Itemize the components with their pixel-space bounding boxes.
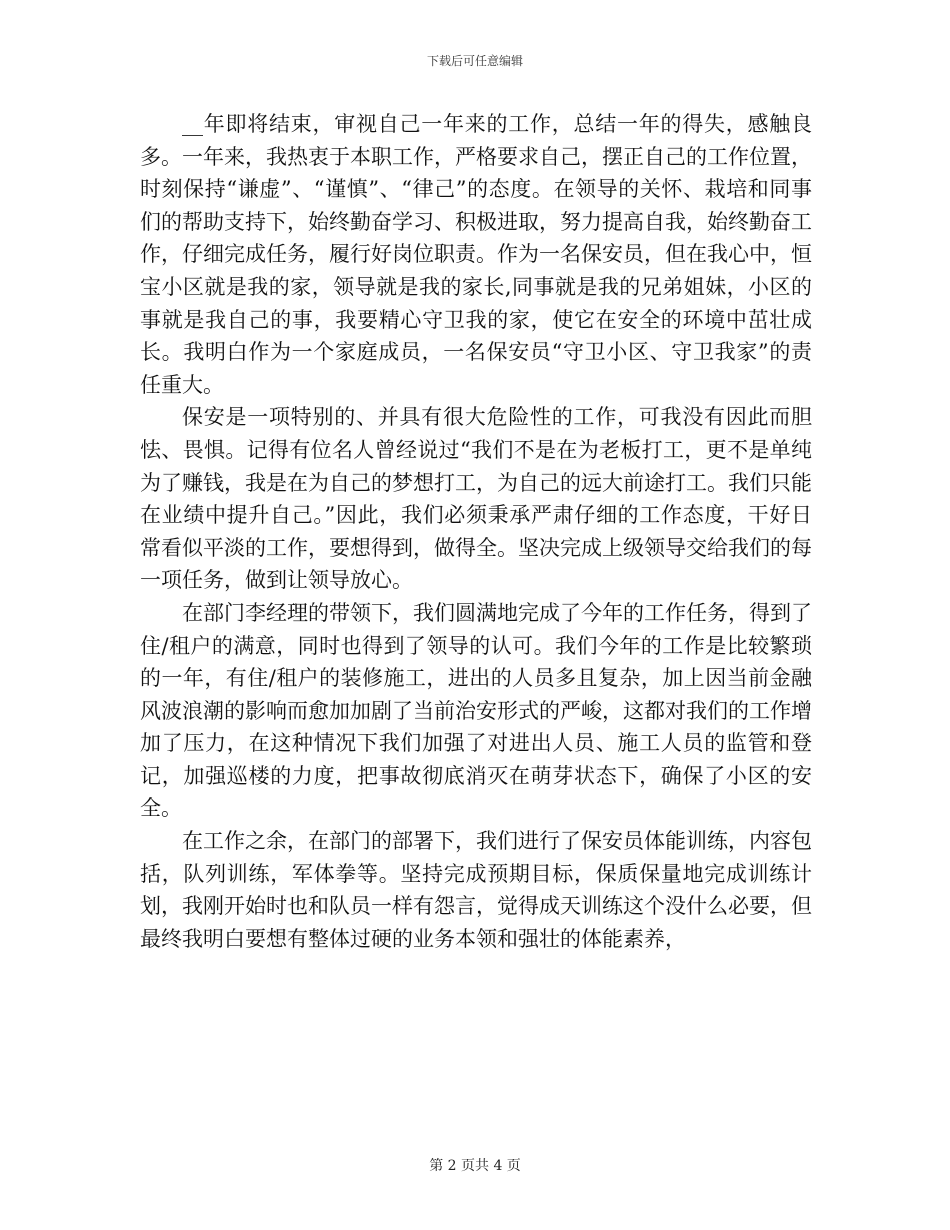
page-header: 下载后可任意编辑: [426, 54, 523, 68]
document-body: [140, 108, 812, 955]
paragraph-4: 在工作之余，在部门的部署下，我们进行了保安员体能训练，内容包括，队列训练，军体拳等。坚持完成预期目标，保质保量地完成训练计划，我刚开始时也和队员一样有怨言，觉得成天训练这个没什么必要，但最终我明白要想有整体过硬的业务本领和强壮的体能素养，: [140, 829, 812, 951]
paragraph-2: 保安是一项特别的、并具有很大危险性的工作，可我没有因此而胆怯、畏惧。记得有位名人曾经说过“我们不是在为老板打工，更不是单纯为了赚钱，我是在为自己的梦想打工，为自己的远大前途打工。我们只能在业绩中提升自己。”因此，我们必须秉承严肃仔细的工作态度，干好日常看似平淡的工作，要想得到，做得全。坚决完成上级领导交给我们的每一项任务，做到让领导放心。: [140, 405, 812, 593]
page-footer: 第 2 页共 4 页: [429, 1158, 521, 1174]
paragraph-1: __年即将结束，审视自己一年来的工作，总结一年的得失，感触良多。一年来，我热衷于本职工作，严格要求自己，摆正自己的工作位置，时刻保持“谦虚”、“谨慎”、“律己”的态度。在领导的关怀、栽培和同事们的帮助支持下，始终勤奋学习、积极进取，努力提高自我，始终勤奋工作，仔细完成任务，履行好岗位职责。作为一名保安员，但在我心中，恒宝小区就是我的家，领导就是我的家长,同事就是我的兄弟姐妹，小区的事就是我自己的事，我要精心守卫我的家，使它在安全的环境中茁壮成长。我明白作为一个家庭成员，一名保安员“守卫小区、守卫我家”的责任重大。: [140, 112, 812, 397]
paragraph-3: 在部门李经理的带领下，我们圆满地完成了今年的工作任务，得到了住/租户的满意，同时也得到了领导的认可。我们今年的工作是比较繁琐的一年，有住/租户的装修施工，进出的人员多且复杂，加上因当前金融风波浪潮的影响而愈加加剧了当前治安形式的严峻，这都对我们的工作增加了压力，在这种情况下我们加强了对进出人员、施工人员的监管和登记，加强巡楼的力度，把事故彻底消灭在萌芽状态下，确保了小区的安全。: [140, 600, 812, 821]
